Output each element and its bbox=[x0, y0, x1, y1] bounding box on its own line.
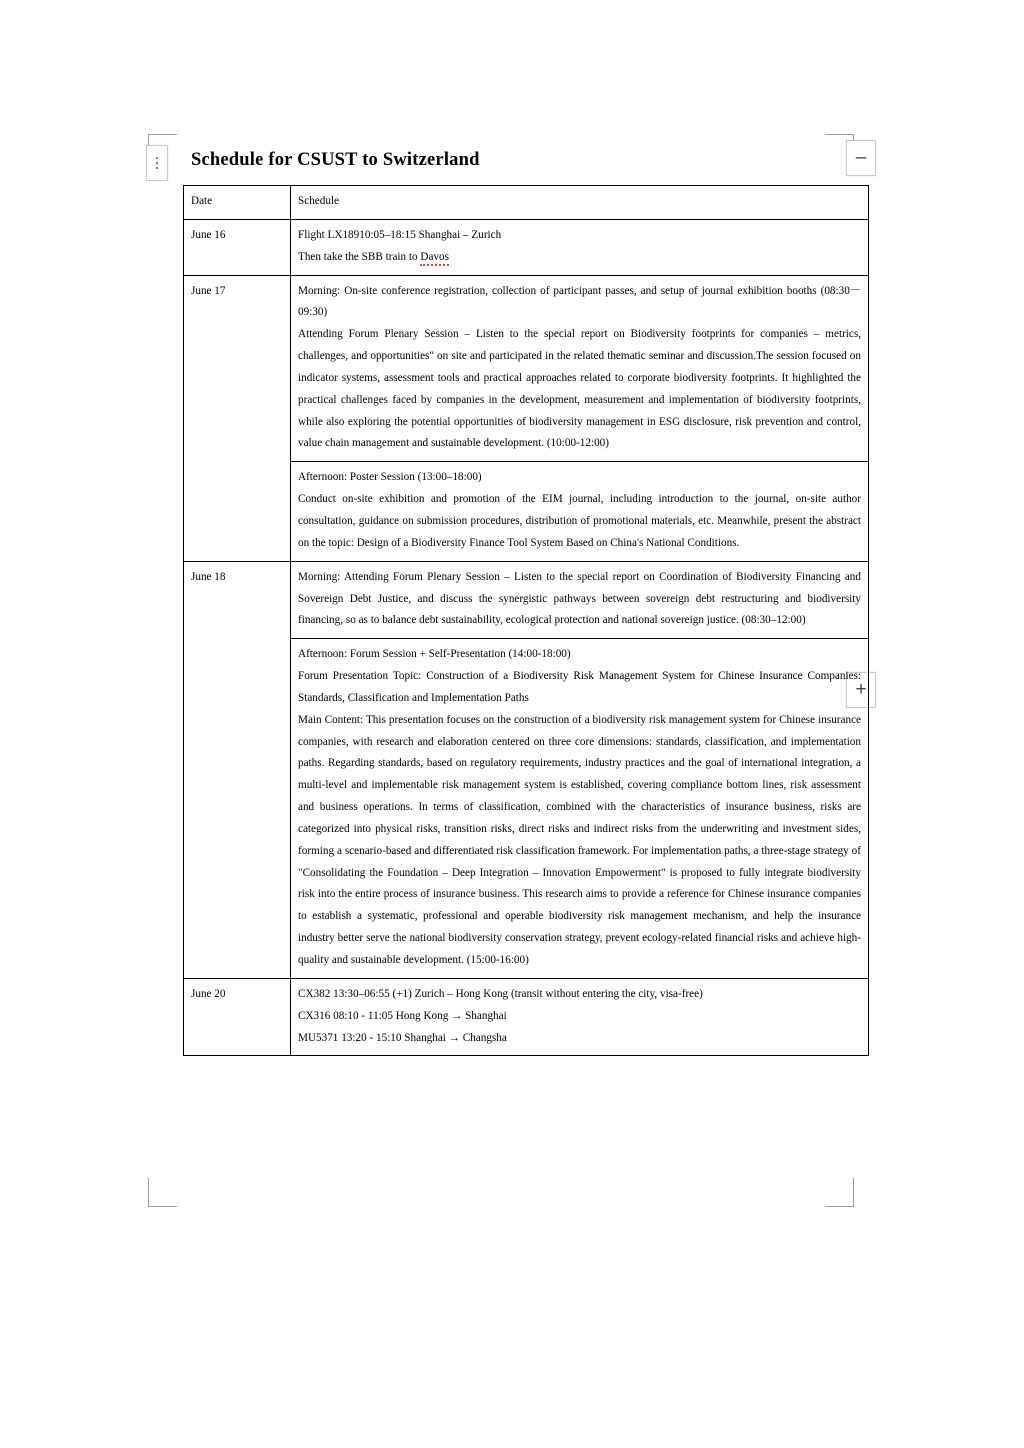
cell-paragraph: CX316 08:10 - 11:05 Hong Kong → Shanghai bbox=[298, 1009, 507, 1022]
table-cell-date: June 17 bbox=[184, 275, 291, 561]
cell-paragraph: Main Content: This presentation focuses on the construction of a biodiversity risk management system for Chinese insurance companies, with research and elaboration centered on three core dimensions: standards, classification, and implementation paths. Regarding standards, based on regulatory requirements, industry practices and the goal of international integration, a multi-level and implementable risk management system is established, covering compliance bottom lines, risk assessment and business operations. In terms of classification, combined with the characteristics of insurance business, risks are categorized into physical risks, transition risks, direct risks and indirect risks from the underwriting and investment sides, forming a scenario-based and differentiated risk classification framework. For implementation paths, a three-stage strategy of "Consolidating the Foundation – Deep Integration – Innovation Empowerment" is proposed to fully integrate biodiversity risk into the entire process of insurance business. This research aims to provide a reference for Chinese insurance companies to establish a systematic, professional and operable biodiversity risk management mechanism, and help the insurance industry better serve the national biodiversity conservation strategy, prevent ecology-related financial risks and achieve high-quality and sustainable development. (15:00-16:00) bbox=[298, 713, 861, 966]
page-title: Schedule for CSUST to Switzerland bbox=[191, 150, 480, 170]
cell-paragraph: Flight LX18910:05–18:15 Shanghai – Zurich bbox=[298, 228, 502, 241]
cell-paragraph: Afternoon: Forum Session + Self-Presentation (14:00-18:00) bbox=[298, 648, 571, 661]
cell-text-block bbox=[298, 281, 861, 456]
zoom-in-button[interactable]: + bbox=[846, 672, 876, 708]
table-row bbox=[184, 275, 869, 462]
table-row bbox=[184, 219, 869, 275]
table-cell-schedule bbox=[291, 275, 869, 462]
cell-paragraph: MU5371 13:20 - 15:10 Shanghai → Changsha bbox=[298, 1031, 507, 1044]
cell-paragraph: Attending Forum Plenary Session – Listen to the special report on Biodiversity footprints for companies – metrics, challenges, and opportunities" on site and participated in the related thematic seminar and discussion.The session focused on indicator systems, assessment tools and practical approaches related to corporate biodiversity footprints. It highlighted the practical challenges faced by companies in the development, measurement and implementation of biodiversity footprints, while also exploring the potential opportunities of biodiversity management in ESG disclosure, risk prevention and control, value chain management and sustainable development. (10:00-12:00) bbox=[298, 328, 861, 450]
cell-text-block bbox=[298, 984, 861, 1050]
document-body bbox=[183, 150, 861, 1056]
cell-paragraph: Conduct on-site exhibition and promotion of the EIM journal, including introduction to the journal, on-site author consultation, guidance on submission procedures, distribution of promotional materials, etc. Meanwhile, present the abstract on the topic: Design of a Biodiversity Finance Tool System Based on China's National Conditions. bbox=[298, 493, 861, 549]
cell-paragraph: CX382 13:30–06:55 (+1) Zurich – Hong Kong (transit without entering the city, visa-free) bbox=[298, 987, 703, 1000]
table-header-row bbox=[184, 186, 869, 220]
table-row bbox=[184, 561, 869, 639]
table-header-cell: Date bbox=[184, 186, 291, 220]
table-cell-date: June 16 bbox=[184, 219, 291, 275]
more-options-handle[interactable] bbox=[146, 145, 168, 181]
kebab-dot-icon bbox=[156, 162, 158, 164]
cell-paragraph: Morning: On-site conference registration, collection of participant passes, and setup of journal exhibition booths (08:30－09:30) bbox=[298, 284, 861, 319]
table-cell-schedule bbox=[291, 639, 869, 979]
cell-text-block bbox=[298, 225, 861, 269]
table-cell-schedule bbox=[291, 462, 869, 561]
table-header-cell: Schedule bbox=[291, 186, 869, 220]
table-cell-schedule bbox=[291, 978, 869, 1056]
kebab-dot-icon bbox=[156, 167, 158, 169]
spellcheck-underlined-word: Davos bbox=[420, 251, 449, 266]
crop-mark-bottom-left bbox=[148, 1178, 177, 1207]
zoom-out-button[interactable]: – bbox=[846, 140, 876, 176]
schedule-table bbox=[183, 185, 869, 1056]
kebab-dot-icon bbox=[156, 157, 158, 159]
cell-text-block bbox=[298, 567, 861, 633]
table-cell-schedule bbox=[291, 561, 869, 639]
table-cell-date: June 18 bbox=[184, 561, 291, 978]
crop-mark-bottom-right bbox=[825, 1178, 854, 1207]
cell-paragraph: Then take the SBB train to Davos bbox=[298, 247, 861, 269]
table-cell-date: June 20 bbox=[184, 978, 291, 1056]
cell-text-block bbox=[298, 467, 861, 554]
cell-text-block bbox=[298, 644, 861, 972]
table-row bbox=[184, 978, 869, 1056]
cell-paragraph: Forum Presentation Topic: Construction of a Biodiversity Risk Management System for Chinese Insurance Companies: Standards, Classification and Implementation Paths bbox=[298, 670, 861, 704]
cell-paragraph: Afternoon: Poster Session (13:00–18:00) bbox=[298, 471, 482, 484]
cell-paragraph: Morning: Attending Forum Plenary Session – Listen to the special report on Coordination of Biodiversity Financing and Sovereign Debt Justice, and discuss the synergistic pathways between sovereign debt restructuring and biodiversity financing, so as to balance debt sustainability, ecological protection and national sovereign justice. (08:30–12:00) bbox=[298, 570, 861, 627]
table-cell-schedule bbox=[291, 219, 869, 275]
